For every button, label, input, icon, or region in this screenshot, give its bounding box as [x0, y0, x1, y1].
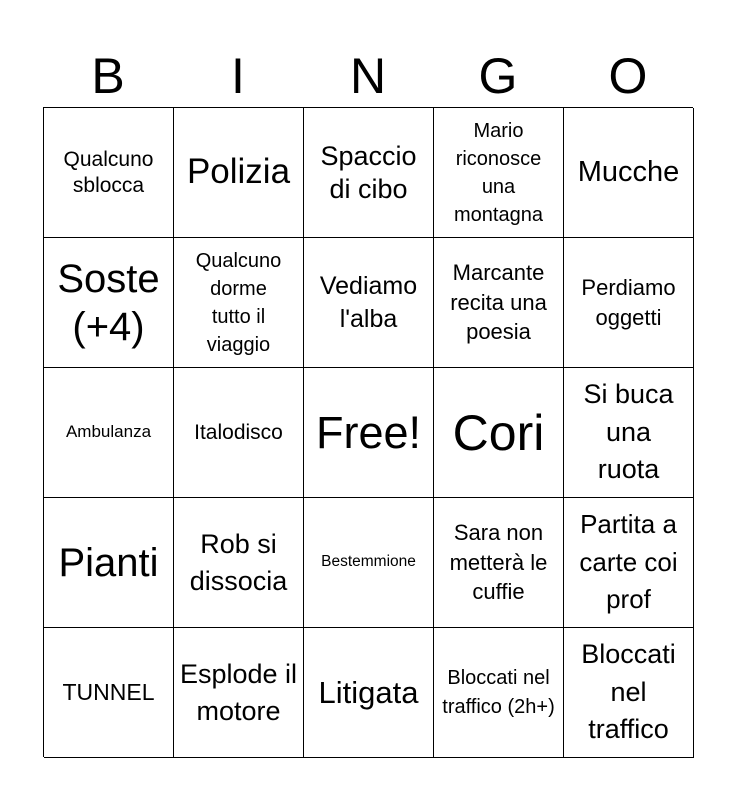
cell-label: Free!	[315, 406, 422, 458]
cell-label: Italodisco	[194, 420, 283, 444]
cell-label: Mario riconosce una montagna	[454, 119, 543, 226]
header-letter-o: O	[608, 48, 648, 104]
bingo-board	[43, 107, 693, 757]
cell-label: TUNNEL	[62, 678, 155, 705]
bingo-cell-r5-c4[interactable]	[434, 628, 564, 758]
bingo-cell-r1-c1[interactable]	[44, 108, 174, 238]
cell-label: Polizia	[186, 152, 291, 192]
bingo-cell-r3-c4[interactable]	[434, 368, 564, 498]
bingo-cell-r5-c5[interactable]	[564, 628, 694, 758]
bingo-cell-r3-c2[interactable]	[174, 368, 304, 498]
cell-label: Rob si dissocia	[189, 529, 288, 596]
header-letter-b: B	[91, 48, 125, 104]
bingo-cell-r1-c4[interactable]	[434, 108, 564, 238]
bingo-header	[43, 46, 693, 106]
bingo-cell-r5-c2[interactable]	[174, 628, 304, 758]
bingo-cell-r1-c5[interactable]	[564, 108, 694, 238]
bingo-cell-r4-c4[interactable]	[434, 498, 564, 628]
cell-label: Ambulanza	[65, 422, 152, 442]
cell-label: Perdiamo oggetti	[581, 274, 676, 330]
cell-label: Cori	[452, 404, 545, 461]
cell-label: Si buca una ruota	[583, 378, 674, 485]
bingo-cell-r4-c2[interactable]	[174, 498, 304, 628]
bingo-cell-r1-c3[interactable]	[304, 108, 434, 238]
bingo-cell-r2-c4[interactable]	[434, 238, 564, 368]
cell-label: Soste (+4)	[57, 256, 160, 349]
bingo-cell-r1-c2[interactable]	[174, 108, 304, 238]
bingo-cell-free[interactable]	[304, 368, 434, 498]
bingo-cell-r3-c1[interactable]	[44, 368, 174, 498]
bingo-cell-r2-c2[interactable]	[174, 238, 304, 368]
cell-label: Pianti	[58, 540, 159, 585]
cell-label: Marcante recita una poesia	[450, 259, 547, 345]
bingo-cell-r5-c1[interactable]	[44, 628, 174, 758]
bingo-cell-r3-c5[interactable]	[564, 368, 694, 498]
bingo-cell-r4-c1[interactable]	[44, 498, 174, 628]
cell-label: Bloccati nel traffico	[581, 638, 676, 745]
bingo-cell-r2-c5[interactable]	[564, 238, 694, 368]
cell-label: Sara non metterà le cuffie	[449, 519, 548, 605]
cell-label: Qualcuno dorme tutto il viaggio	[195, 249, 282, 356]
cell-label: Litigata	[318, 674, 419, 710]
header-letter-g: G	[478, 48, 518, 104]
cell-label: Bloccati nel traffico (2h+)	[442, 666, 555, 718]
cell-label: Bestemmione	[321, 553, 416, 571]
cell-label: Vediamo l'alba	[319, 272, 418, 333]
bingo-cell-r4-c3[interactable]	[304, 498, 434, 628]
cell-label: Esplode il motore	[179, 659, 298, 726]
cell-label: Mucche	[577, 156, 680, 189]
bingo-cell-r4-c5[interactable]	[564, 498, 694, 628]
bingo-cell-r2-c1[interactable]	[44, 238, 174, 368]
header-letter-n: N	[349, 48, 387, 104]
cell-label: Qualcuno sblocca	[63, 148, 154, 197]
cell-label: Spaccio di cibo	[320, 141, 417, 204]
header-letter-i: I	[231, 48, 245, 104]
cell-label: Partita a carte coi prof	[579, 508, 678, 615]
bingo-cell-r5-c3[interactable]	[304, 628, 434, 758]
bingo-cell-r2-c3[interactable]	[304, 238, 434, 368]
